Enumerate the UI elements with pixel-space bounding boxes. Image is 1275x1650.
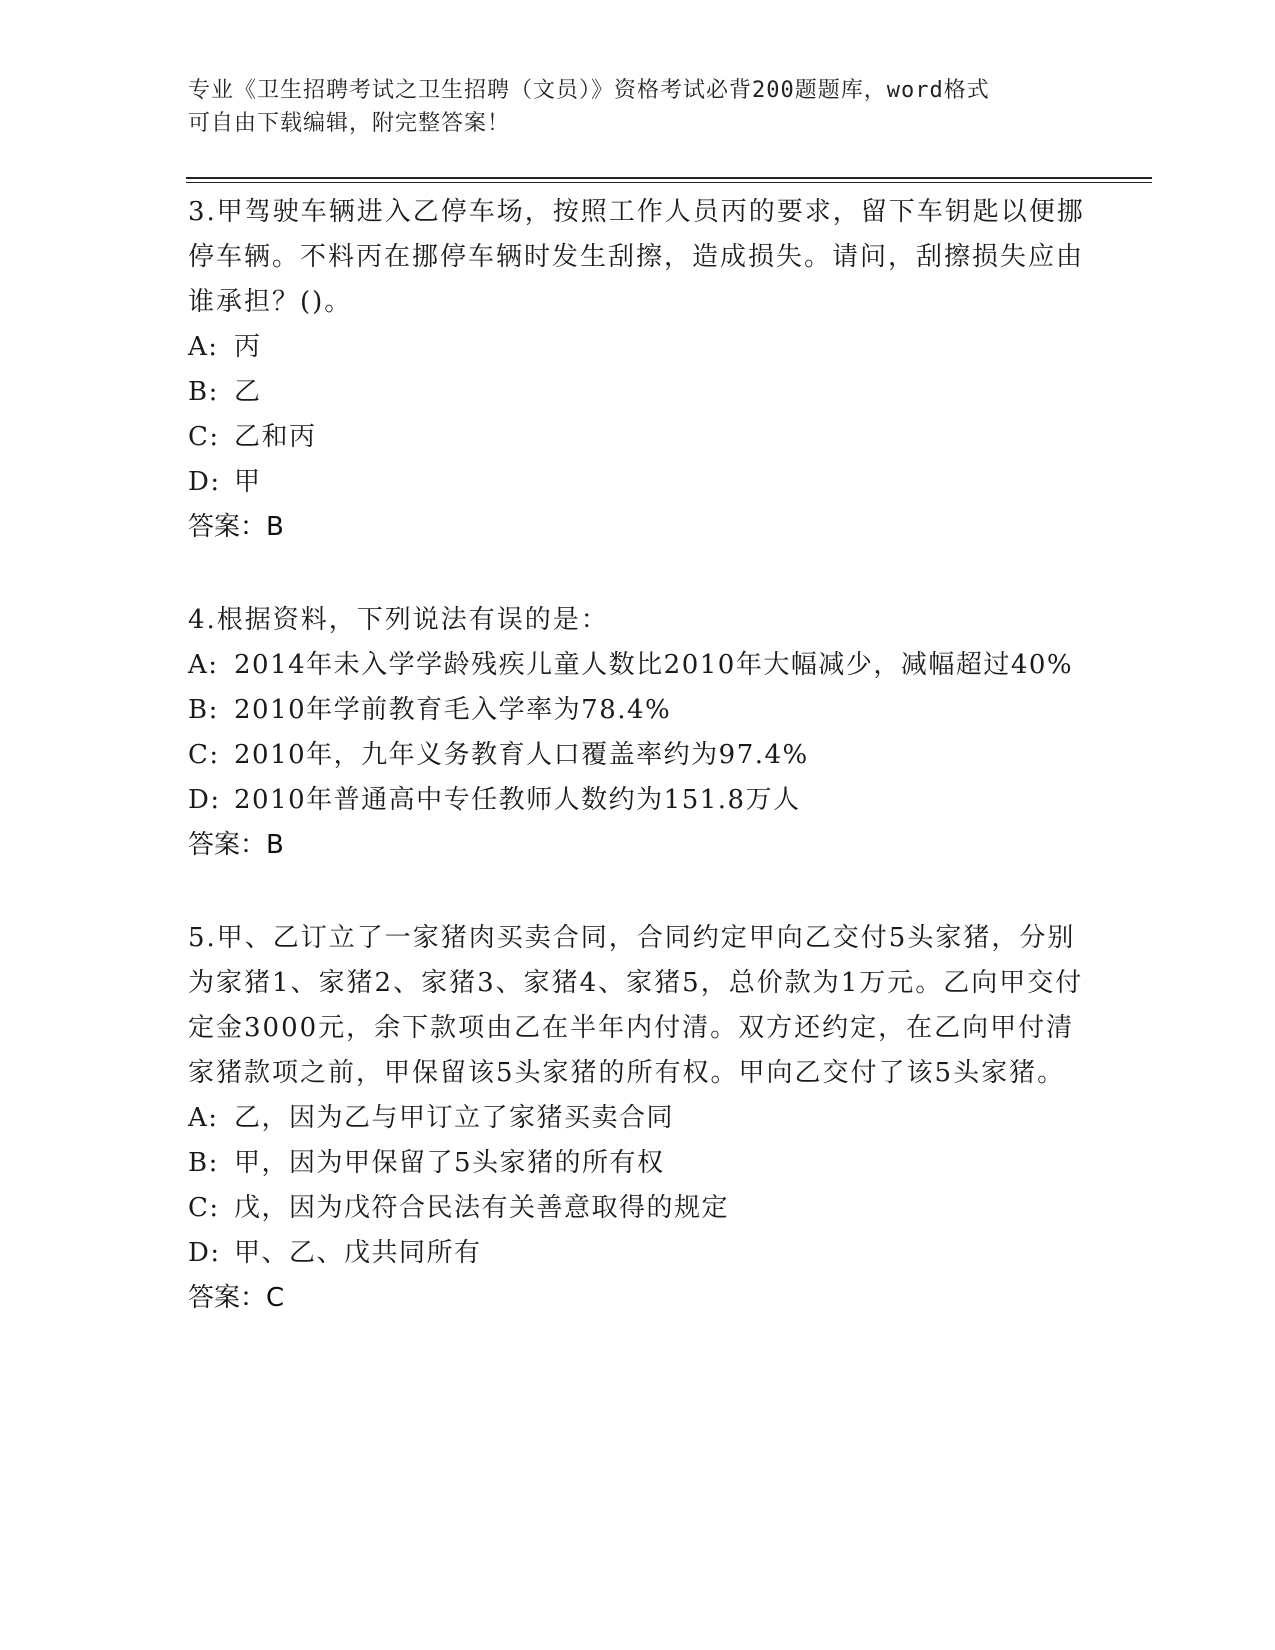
- option-letter: A:: [188, 332, 219, 362]
- option-text: 2010年，九年义务教育人口覆盖率约为97.4%: [234, 740, 809, 770]
- option-b: [188, 370, 1088, 415]
- document-header: [188, 74, 1068, 140]
- option-c: [188, 1186, 1088, 1231]
- header-divider-thin: [186, 182, 1152, 183]
- option-letter: C:: [188, 1193, 220, 1223]
- question-stem: 5.甲、乙订立了一家猪肉买卖合同，合同约定甲向乙交付5头家猪，分别为家猪1、家猪2、家猪3、家猪4、家猪5，总价款为1万元。乙向甲交付定金3000元，余下款项由乙在半年内付清。双方还约定，在乙向甲付清家猪款项之前，甲保留该5头家猪的所有权。甲向乙交付了该5头家猪。: [188, 923, 1084, 1088]
- answer-label: 答案：B: [188, 830, 284, 860]
- answer-label: 答案：B: [188, 512, 284, 542]
- question-stem: 3.甲驾驶车辆进入乙停车场，按照工作人员丙的要求，留下车钥匙以便挪停车辆。不料丙在挪停车辆时发生刮擦，造成损失。请问，刮擦损失应由谁承担？()。: [188, 197, 1085, 317]
- option-b: [188, 1141, 1088, 1186]
- option-b: [188, 688, 1088, 733]
- option-text: 乙，因为乙与甲订立了家猪买卖合同: [234, 1103, 675, 1133]
- option-letter: A:: [188, 650, 219, 680]
- option-letter: B:: [188, 377, 219, 407]
- option-text: 丙: [234, 332, 262, 362]
- option-d: [188, 1231, 1088, 1276]
- option-a: [188, 325, 1088, 370]
- header-divider-thick: [186, 177, 1152, 179]
- option-letter: D:: [188, 1238, 221, 1268]
- option-letter: D:: [188, 785, 221, 815]
- question-5: [188, 916, 1088, 1321]
- option-c: [188, 733, 1088, 778]
- option-a: [188, 1096, 1088, 1141]
- option-text: 2010年学前教育毛入学率为78.4%: [234, 695, 672, 725]
- option-letter: C:: [188, 422, 220, 452]
- option-letter: B:: [188, 695, 219, 725]
- question-4: [188, 598, 1088, 868]
- option-d: [188, 460, 1088, 505]
- question-list: [188, 190, 1088, 1369]
- option-letter: C:: [188, 740, 220, 770]
- answer-label: 答案：C: [188, 1283, 285, 1313]
- option-text: 2010年普通高中专任教师人数约为151.8万人: [234, 785, 801, 815]
- option-c: [188, 415, 1088, 460]
- question-3: [188, 190, 1088, 550]
- option-text: 乙和丙: [234, 422, 317, 452]
- option-text: 戊，因为戊符合民法有关善意取得的规定: [234, 1193, 730, 1223]
- option-letter: B:: [188, 1148, 219, 1178]
- option-text: 2014年未入学学龄残疾儿童人数比2010年大幅减少，减幅超过40%: [234, 650, 1074, 680]
- option-letter: D:: [188, 467, 221, 497]
- option-text: 甲: [234, 467, 262, 497]
- question-stem: 4.根据资料，下列说法有误的是：: [188, 605, 609, 635]
- option-text: 甲、乙、戊共同所有: [234, 1238, 482, 1268]
- option-letter: A:: [188, 1103, 219, 1133]
- option-text: 甲，因为甲保留了5头家猪的所有权: [234, 1148, 665, 1178]
- option-text: 乙: [234, 377, 262, 407]
- header-line-2: 可自由下载编辑，附完整答案！: [188, 111, 511, 136]
- header-line-1: 专业《卫生招聘考试之卫生招聘（文员）》资格考试必背200题题库，word格式: [188, 78, 990, 103]
- option-d: [188, 778, 1088, 823]
- option-a: [188, 643, 1088, 688]
